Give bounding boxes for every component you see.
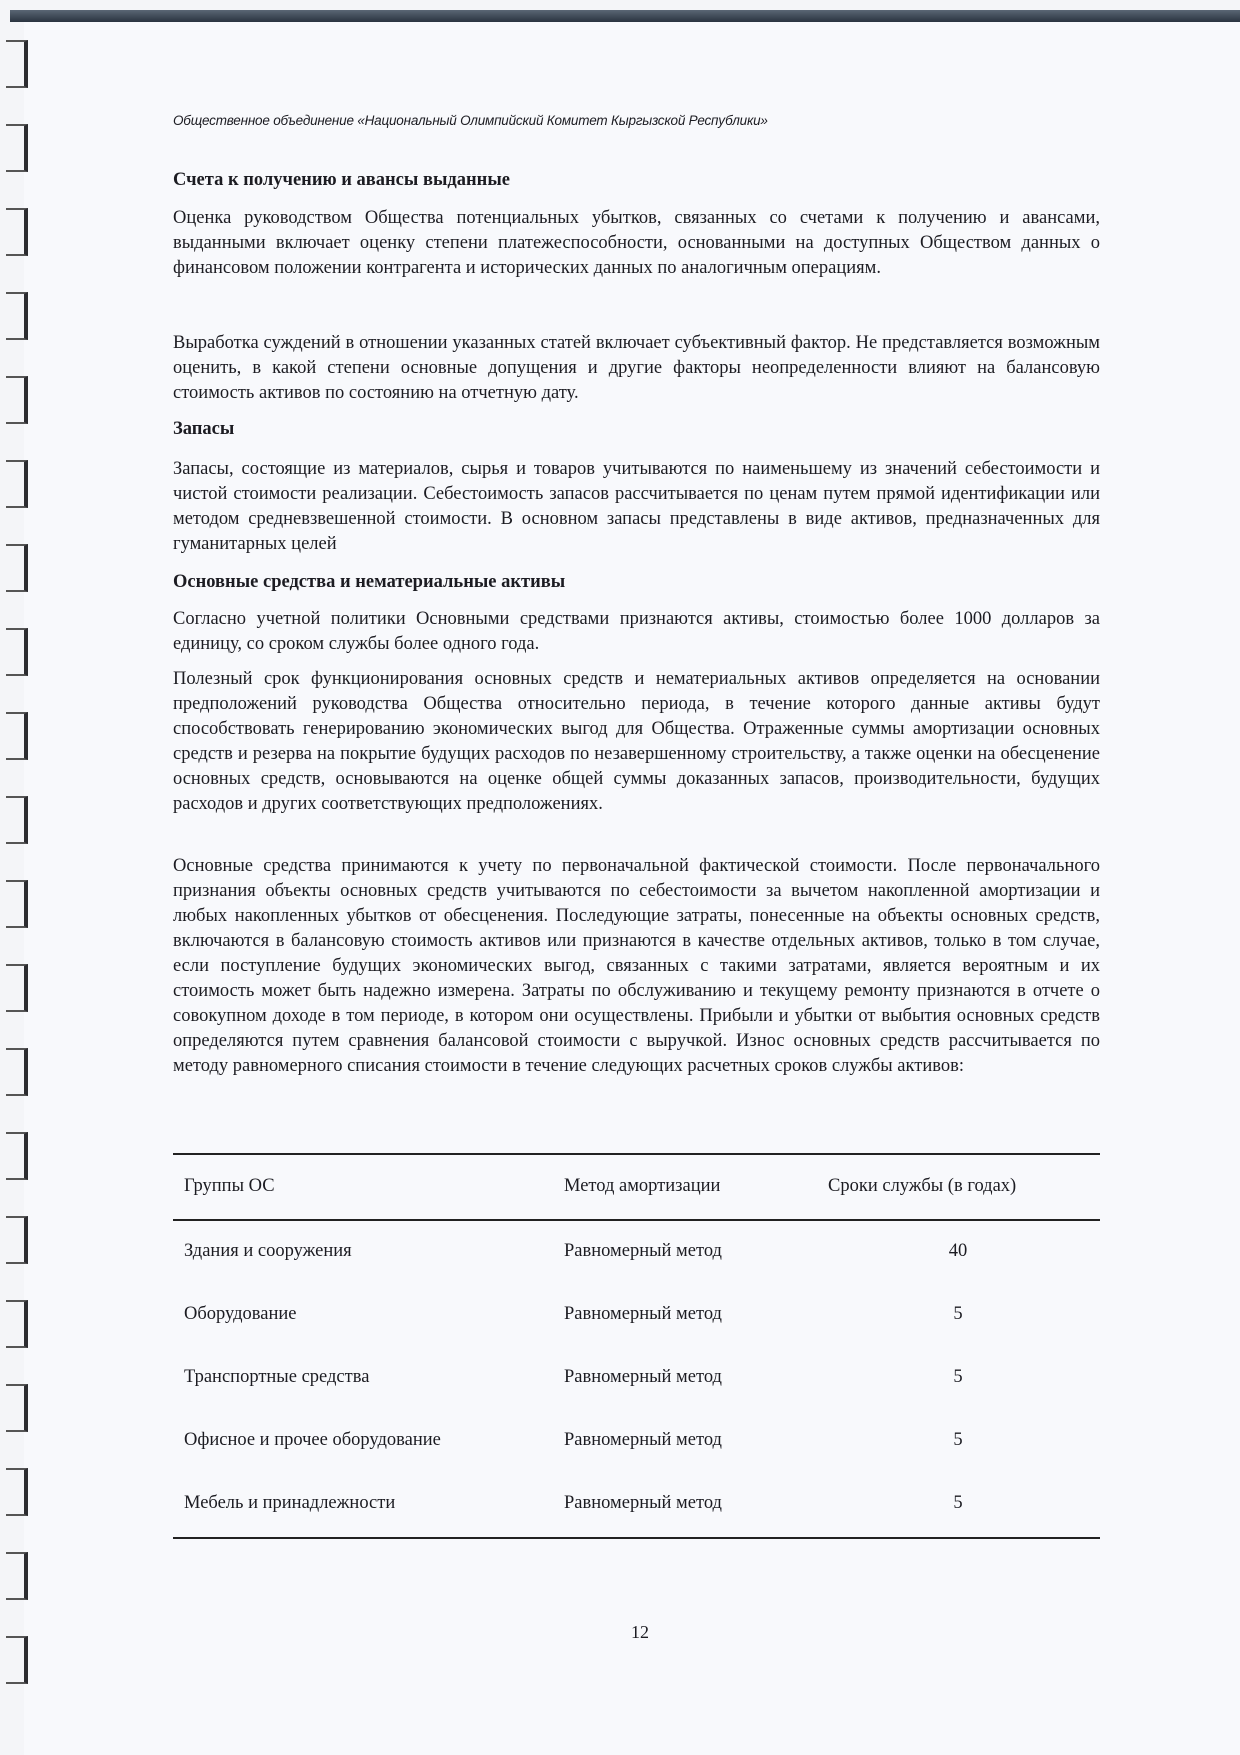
cell-group: Офисное и прочее оборудование <box>184 1430 441 1450</box>
cell-group: Оборудование <box>184 1304 297 1324</box>
binding-ring <box>6 1300 28 1348</box>
binding-ring <box>6 1132 28 1180</box>
cell-group: Мебель и принадлежности <box>184 1493 396 1513</box>
header-life: Сроки службы (в годах) <box>828 1176 1017 1196</box>
binding-ring <box>6 1216 28 1264</box>
table-top-rule <box>173 1153 1100 1155</box>
paragraph: Выработка суждений в отношении указанных статей включает субъективный фактор. Не представляется возможным оценить, в какой степени основные допущения и другие факторы неопределенности влияют на балансовую стоимость активов по состоянию на отчетную дату. <box>173 333 1100 403</box>
table-header-rule <box>173 1219 1100 1221</box>
binding-ring <box>6 124 28 172</box>
cell-method: Равномерный метод <box>564 1304 722 1324</box>
binding-ring <box>6 292 28 340</box>
cell-group: Транспортные средства <box>184 1367 370 1387</box>
paragraph: Согласно учетной политики Основными средствами признаются активы, стоимостью более 1000 долларов за единицу, со сроком службы более одного года. <box>173 609 1100 654</box>
binding-ring <box>6 376 28 424</box>
binding-ring <box>6 544 28 592</box>
binding-ring <box>6 712 28 760</box>
binding-ring <box>6 964 28 1012</box>
binding-ring <box>6 460 28 508</box>
paragraph: Запасы, состоящие из материалов, сырья и товаров учитываются по наименьшему из значений себестоимости и чистой стоимости реализации. Себестоимость запасов рассчитывается по ценам путем прямой идентификации или методом средневзвешенной стоимости. В основном запасы представлены в виде активов, предназначенных для гуманитарных целей <box>173 459 1100 554</box>
cell-life: 5 <box>953 1493 963 1513</box>
paragraph: Полезный срок функционирования основных средств и нематериальных активов определяется на основании предположений руководства Общества относительно периода, в течение которого данные активы будут способствовать генерированию экономических выгод для Общества. Отраженные суммы амортизации основных средств и резерва на покрытие будущих расходов по незавершенному строительству, а также оценки на обесценение основных средств, основываются на оценке общей суммы доказанных запасов, производительности, будущих расходов и других соответствующих предположениях. <box>173 669 1100 814</box>
binder-top-edge <box>10 10 1240 22</box>
table-bottom-rule <box>173 1537 1100 1539</box>
cell-method: Равномерный метод <box>564 1430 722 1450</box>
binding-ring <box>6 880 28 928</box>
cell-life: 40 <box>948 1241 968 1261</box>
cell-life: 5 <box>953 1367 963 1387</box>
binding-ring <box>6 1552 28 1600</box>
cell-method: Равномерный метод <box>564 1493 722 1513</box>
binding-ring <box>6 796 28 844</box>
cell-method: Равномерный метод <box>564 1367 722 1387</box>
page-number: 12 <box>631 1622 649 1642</box>
binding-ring <box>6 1636 28 1684</box>
binding-ring <box>6 40 28 88</box>
header-method: Метод амортизации <box>564 1176 721 1196</box>
binding-ring <box>6 628 28 676</box>
binding-ring <box>6 1384 28 1432</box>
paragraph: Оценка руководством Общества потенциальных убытков, связанных со счетами к получению и авансами, выданными включает оценку степени платежеспособности, основанными на доступных Обществом данных о финансовом положении контрагента и исторических данных по аналогичным операциям. <box>173 208 1100 278</box>
cell-group: Здания и сооружения <box>184 1241 352 1261</box>
binding-ring <box>6 1468 28 1516</box>
running-header: Общественное объединение «Национальный Олимпийский Комитет Кыргызской Республики» <box>173 113 768 128</box>
cell-method: Равномерный метод <box>564 1241 722 1261</box>
binding-ring <box>6 1048 28 1096</box>
cell-life: 5 <box>953 1304 963 1324</box>
paragraph: Основные средства принимаются к учету по первоначальной фактической стоимости. После первоначального признания объекты основных средств учитываются по себестоимости за вычетом накопленной амортизации и любых накопленных убытков от обесценения. Последующие затраты, понесенные на объекты основных средств, включаются в балансовую стоимость активов или признаются в качестве отдельных активов, только в том случае, если поступление будущих экономических выгод, связанных с такими затратами, является вероятным и их стоимость может быть надежно измерена. Затраты по обслуживанию и текущему ремонту признаются в отчете о совокупном доходе в том периоде, в котором они осуществлены. Прибыли и убытки от выбытия основных средств определяются путем сравнения балансовой стоимости с выручкой. Износ основных средств рассчитывается по методу равномерного списания стоимости в течение следующих расчетных сроков службы активов: <box>173 856 1100 1076</box>
header-group: Группы ОС <box>184 1176 275 1196</box>
section-heading: Запасы <box>173 419 235 439</box>
section-heading: Счета к получению и авансы выданные <box>173 170 510 190</box>
binding-ring <box>6 208 28 256</box>
cell-life: 5 <box>953 1430 963 1450</box>
section-heading: Основные средства и нематериальные активы <box>173 572 566 592</box>
